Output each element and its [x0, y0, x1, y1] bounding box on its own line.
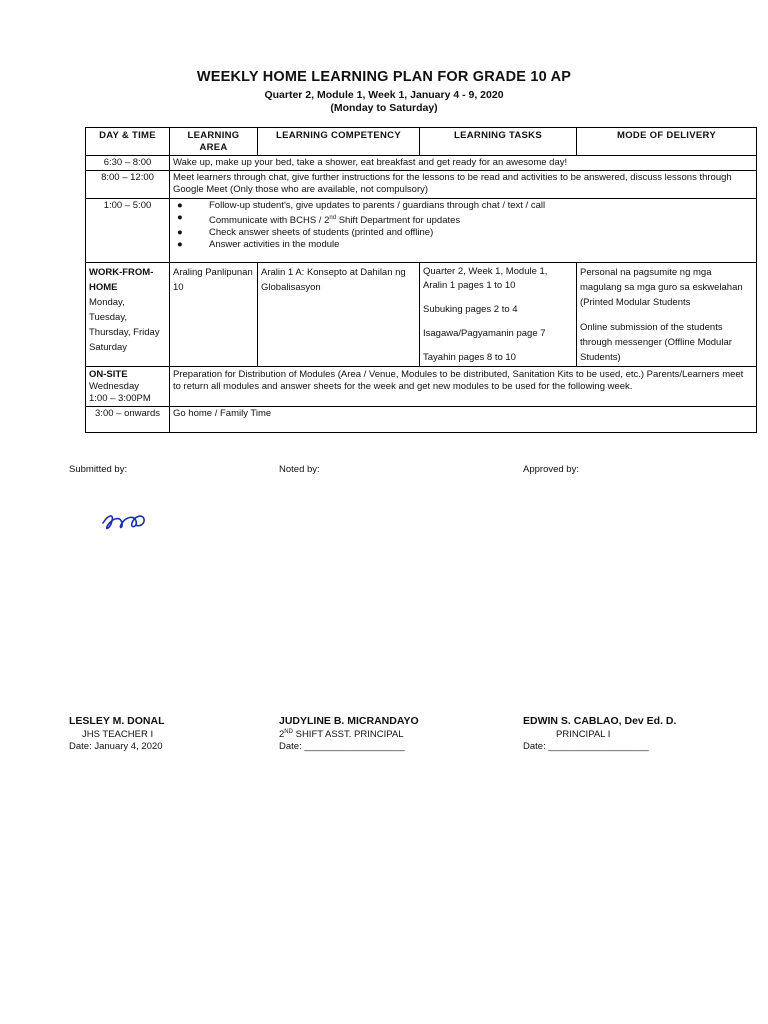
approver-position: PRINCIPAL I: [556, 729, 611, 740]
delivery-cell: [577, 263, 757, 367]
mode-time: 1:00 – 3:00PM: [89, 393, 151, 404]
task-list: [173, 200, 753, 251]
noter-name: JUDYLINE B. MICRANDAYO: [279, 715, 419, 727]
document-title: WEEKLY HOME LEARNING PLAN FOR GRADE 10 AP: [196, 69, 572, 85]
table-row: [86, 156, 757, 171]
list-item-text: Answer activities in the module: [209, 239, 340, 251]
list-item: [173, 227, 753, 239]
competency-cell: Aralin 1 A: Konsepto at Dahilan ng Globalisasyon: [258, 263, 420, 367]
mode-day: Wednesday: [89, 381, 139, 392]
row-activity: Wake up, make up your bed, take a shower, eat breakfast and get ready for an awesome day!: [170, 156, 757, 171]
row-activity: Go home / Family Time: [170, 407, 757, 433]
submitter-name: LESLEY M. DONAL: [69, 715, 165, 727]
position-text: 2: [279, 729, 285, 741]
submitter-date: Date: January 4, 2020: [69, 741, 163, 752]
ordinal-suffix: ND: [284, 729, 293, 735]
table-header-row: [86, 128, 757, 156]
table-row: [86, 263, 757, 367]
document-date-range: (Monday to Saturday): [330, 102, 438, 114]
list-item: [173, 239, 753, 251]
task-item: Quarter 2, Week 1, Module 1, Aralin 1 pages 1 to 10: [423, 266, 548, 291]
row-time: 6:30 – 8:00: [86, 156, 170, 171]
table-row: [86, 367, 757, 407]
row-time: 8:00 – 12:00: [86, 171, 170, 199]
list-item: [173, 212, 753, 227]
task-item: Subuking pages 2 to 4: [423, 304, 518, 315]
task-item: Isagawa/Pagyamanin page 7: [423, 328, 546, 339]
list-item: [173, 200, 753, 212]
mode-day: Monday,: [89, 297, 125, 308]
header-competency: LEARNING COMPETENCY: [258, 128, 420, 156]
header-learning-area: LEARNING AREA: [170, 128, 258, 156]
row-time: 1:00 – 5:00: [86, 199, 170, 263]
learning-plan-table: [85, 127, 757, 433]
delivery-item: Online submission of the students through messenger (Offline Modular Students): [580, 322, 732, 363]
mode-day: Tuesday,: [89, 312, 128, 323]
header-tasks: LEARNING TASKS: [420, 128, 577, 156]
row-activity: Meet learners through chat, give further instructions for the lessons to be read and activities to be answered, discuss lessons through Google Meet (Only those who are available, not compulsory): [170, 171, 757, 199]
mode-label: WORK-FROM-HOME: [89, 267, 154, 293]
list-item-text: Shift Department for updates: [336, 215, 461, 227]
submitter-position: JHS TEACHER I: [82, 729, 154, 740]
noted-by-label: Noted by:: [279, 464, 320, 475]
bullet-icon: ●: [177, 239, 183, 251]
task-item: Tayahin pages 8 to 10: [423, 352, 516, 363]
approver-name: EDWIN S. CABLAO, Dev Ed. D.: [523, 715, 677, 727]
position-text: SHIFT ASST. PRINCIPAL: [292, 729, 404, 741]
mode-day: Thursday, Friday: [89, 327, 160, 338]
row-time: 3:00 – onwards: [86, 407, 170, 433]
row-activity: Preparation for Distribution of Modules (Area / Venue, Modules to be distributed, Sanitation Kits to be used, etc.) Parents/Learners meet to return all modules and answer sheets for the week and get new modules to be used for the following week.: [170, 367, 757, 407]
table-row: [86, 407, 757, 433]
tasks-cell: [420, 263, 577, 367]
header-delivery: MODE OF DELIVERY: [577, 128, 757, 156]
row-mode: [86, 263, 170, 367]
list-item-text: Communicate with BCHS / 2: [209, 215, 330, 227]
approver-date: Date: ___________________: [523, 741, 649, 752]
row-mode: [86, 367, 170, 407]
mode-label: ON-SITE: [89, 369, 128, 380]
list-item-text: Check answer sheets of students (printed and offline): [209, 227, 434, 239]
noter-position: [279, 729, 403, 740]
table-row: [86, 171, 757, 199]
table-row: [86, 199, 757, 263]
handwritten-signature: [100, 505, 150, 535]
approved-by-label: Approved by:: [523, 464, 579, 475]
ordinal-suffix: nd: [329, 215, 337, 221]
bullet-icon: ●: [177, 227, 183, 239]
mode-day: Saturday: [89, 342, 128, 353]
delivery-item: Personal na pagsumite ng mga magulang sa mga guro sa eskwelahan (Printed Modular Students: [580, 267, 743, 308]
bullet-icon: ●: [177, 200, 183, 211]
bullet-icon: ●: [177, 212, 183, 223]
document-subtitle: Quarter 2, Module 1, Week 1, January 4 - 9, 2020: [264, 89, 504, 101]
row-activity: [170, 199, 757, 263]
noter-date: Date: ___________________: [279, 741, 405, 752]
header-day-time: DAY & TIME: [86, 128, 170, 156]
list-item-text: Follow-up student's, give updates to parents / guardians through chat / text / call: [209, 200, 546, 211]
submitted-by-label: Submitted by:: [69, 464, 128, 475]
learning-area-cell: Araling Panlipunan 10: [170, 263, 258, 367]
